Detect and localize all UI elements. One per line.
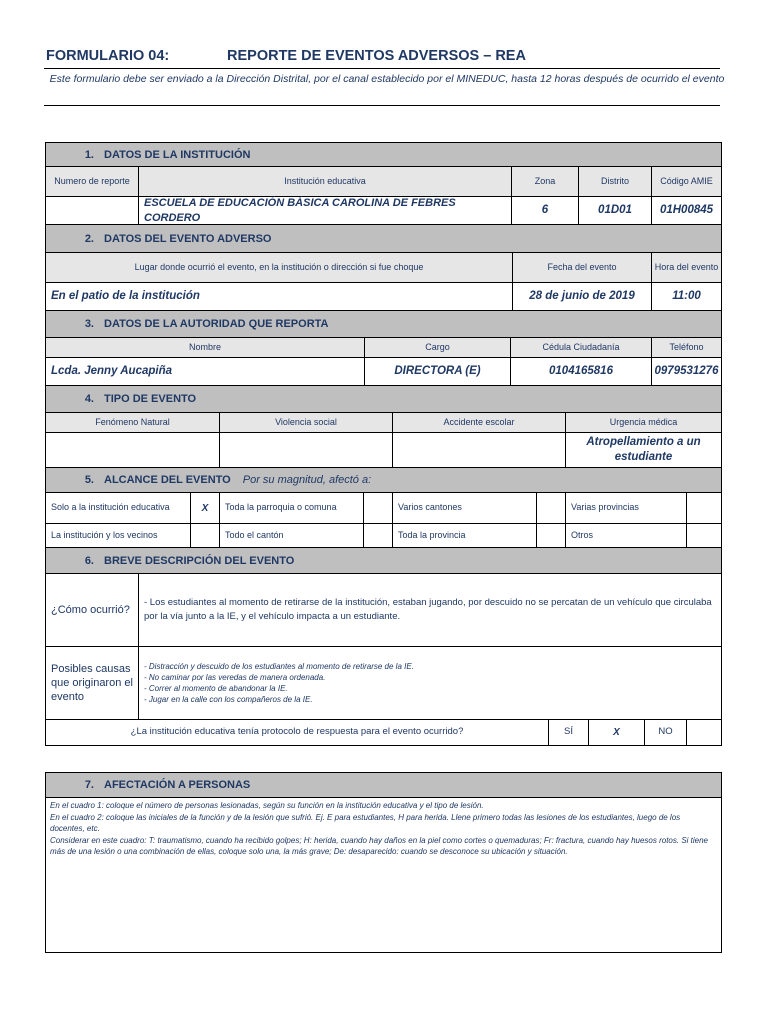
section-title: DATOS DEL EVENTO ADVERSO (104, 232, 272, 245)
checkbox-solo-institucion[interactable]: X (190, 492, 220, 524)
checkbox-no[interactable] (686, 719, 722, 746)
section-number: 5. (84, 474, 94, 486)
question-posibles-causas: Posibles causas que originaron el evento (45, 646, 139, 720)
value-distrito[interactable]: 01D01 (578, 196, 652, 225)
instruction-line: Considerar en este cuadro: T: traumatismo, cuando ha recibido golpes; H: herida, cuando hay daños en la piel como cortes o quemaduras; Fr: fractura, cuando hay huesos rotos. Si tiene más de una lesión o una combinación de ellas, coloque solo una, la más grave; De: desaparecido: cuando se desconoce su ubicación y situación. (50, 835, 708, 857)
header-fecha: Fecha del evento (512, 252, 652, 283)
header-cedula: Cédula Ciudadanía (510, 337, 652, 358)
header-accidente-escolar: Accidente escolar (392, 412, 566, 433)
header-violencia-social: Violencia social (219, 412, 393, 433)
header-report-number: Numero de reporte (45, 166, 139, 197)
checkbox-institucion-vecinos[interactable] (190, 523, 220, 548)
section-subtitle: Por su magnitud, afectó a: (242, 474, 372, 486)
checkbox-varios-cantones[interactable] (536, 492, 566, 524)
option-institucion-vecinos: La institución y los vecinos (45, 523, 191, 548)
section-number: 7. (84, 779, 94, 791)
value-urgencia-medica[interactable]: Atropellamiento a un estudiante (565, 432, 722, 468)
header-rule (44, 68, 720, 69)
header-hora: Hora del evento (651, 252, 722, 283)
value-report-number[interactable] (45, 196, 139, 225)
checkbox-si[interactable]: X (588, 719, 645, 746)
checkbox-toda-provincia[interactable] (536, 523, 566, 548)
section-number: 4. (84, 393, 94, 405)
instruction-line: En el cuadro 1: coloque el número de personas lesionadas, según su función en la institución educativa y el tipo de lesión. (50, 801, 484, 810)
section-number: 3. (84, 318, 94, 330)
header-amie: Código AMIE (651, 166, 722, 197)
label-si: SÍ (548, 719, 589, 746)
section-2-header (45, 224, 722, 253)
value-zona[interactable]: 6 (511, 196, 579, 225)
section-number: 2. (84, 232, 94, 245)
header-nombre: Nombre (45, 337, 365, 358)
question-como-ocurrio: ¿Cómo ocurrió? (45, 573, 139, 647)
section-6-header (45, 547, 722, 574)
section-3-header (45, 310, 722, 338)
value-violencia-social[interactable] (219, 432, 393, 468)
section-1-header (45, 142, 722, 167)
value-lugar[interactable]: En el patio de la institución (45, 282, 513, 311)
option-varios-cantones: Varios cantones (392, 492, 537, 524)
section-title: DATOS DE LA INSTITUCIÓN (104, 148, 251, 161)
value-accidente-escolar[interactable] (392, 432, 566, 468)
instruction-line: En el cuadro 2: coloque las iniciales de la función y de la lesión que sufrió. Ej. E para estudiantes, H para herida. Llene primero todas las lesiones de los estudiantes, luego de los docentes, etc. (50, 812, 681, 834)
section-7-header (45, 772, 722, 798)
section-number: 6. (84, 554, 94, 567)
header-zona: Zona (511, 166, 579, 197)
label-no: NO (644, 719, 687, 746)
value-institution[interactable]: ESCUELA DE EDUCACIÓN BÁSICA CAROLINA DE FEBRES CORDERO (138, 196, 512, 225)
option-todo-canton: Todo el cantón (219, 523, 364, 548)
value-fenomeno-natural[interactable] (45, 432, 220, 468)
section-7-instructions (45, 797, 722, 953)
section-title: TIPO DE EVENTO (104, 393, 197, 405)
value-amie[interactable]: 01H00845 (651, 196, 722, 225)
value-fecha[interactable]: 28 de junio de 2019 (512, 282, 652, 311)
section-title: BREVE DESCRIPCIÓN DEL EVENTO (104, 554, 295, 567)
header-fenomeno-natural: Fenómeno Natural (45, 412, 220, 433)
section-number: 1. (84, 148, 94, 161)
cause-item: - Correr al momento de abandonar la IE. (144, 684, 288, 693)
value-cedula[interactable]: 0104165816 (510, 357, 652, 386)
value-telefono[interactable]: 0979531276 (651, 357, 722, 386)
header-urgencia-medica: Urgencia médica (565, 412, 722, 433)
header-telefono: Teléfono (651, 337, 722, 358)
form-instructions: Este formulario debe ser enviado a la Dirección Distrital, por el canal establecido por el MINEDUC, hasta 12 horas después de ocurrido el evento (49, 73, 725, 85)
instructions-rule (44, 105, 720, 106)
form-title: REPORTE DE EVENTOS ADVERSOS – REA (227, 48, 526, 64)
header-cargo: Cargo (364, 337, 511, 358)
checkbox-parroquia[interactable] (363, 492, 393, 524)
header-institution: Institución educativa (138, 166, 512, 197)
section-title: AFECTACIÓN A PERSONAS (104, 779, 251, 791)
cause-item: - No caminar por las veredas de manera ordenada. (144, 672, 326, 682)
answer-como-ocurrio[interactable]: - Los estudiantes al momento de retirarse de la institución, estaban jugando, por descuido no se percatan de un vehículo que circulaba por la vía junto a la IE, y el vehículo impacta a un estudiante. (138, 573, 722, 647)
answer-posibles-causas[interactable] (138, 646, 722, 720)
header-distrito: Distrito (578, 166, 652, 197)
value-nombre[interactable]: Lcda. Jenny Aucapiña (45, 357, 365, 386)
cause-item: - Jugar en la calle con los compañeros de la IE. (144, 695, 313, 705)
cause-item: - Distracción y descuido de los estudiantes al momento de retirarse de la IE. (144, 661, 414, 671)
option-varias-provincias: Varias provincias (565, 492, 687, 524)
section-4-header (45, 385, 722, 413)
form-number: FORMULARIO 04: (46, 48, 170, 64)
checkbox-otros[interactable] (686, 523, 722, 548)
section-title: DATOS DE LA AUTORIDAD QUE REPORTA (104, 318, 329, 330)
question-protocolo: ¿La institución educativa tenía protocolo de respuesta para el evento ocurrido? (45, 719, 549, 746)
value-hora[interactable]: 11:00 (651, 282, 722, 311)
option-otros: Otros (565, 523, 687, 548)
option-parroquia: Toda la parroquia o comuna (219, 492, 364, 524)
option-toda-provincia: Toda la provincia (392, 523, 537, 548)
section-title: ALCANCE DEL EVENTO (104, 474, 231, 486)
option-solo-institucion: Solo a la institución educativa (45, 492, 191, 524)
header-lugar: Lugar donde ocurrió el evento, en la institución o dirección si fue choque (45, 252, 513, 283)
value-cargo[interactable]: DIRECTORA (E) (364, 357, 511, 386)
checkbox-varias-provincias[interactable] (686, 492, 722, 524)
section-5-header (45, 467, 722, 493)
checkbox-todo-canton[interactable] (363, 523, 393, 548)
